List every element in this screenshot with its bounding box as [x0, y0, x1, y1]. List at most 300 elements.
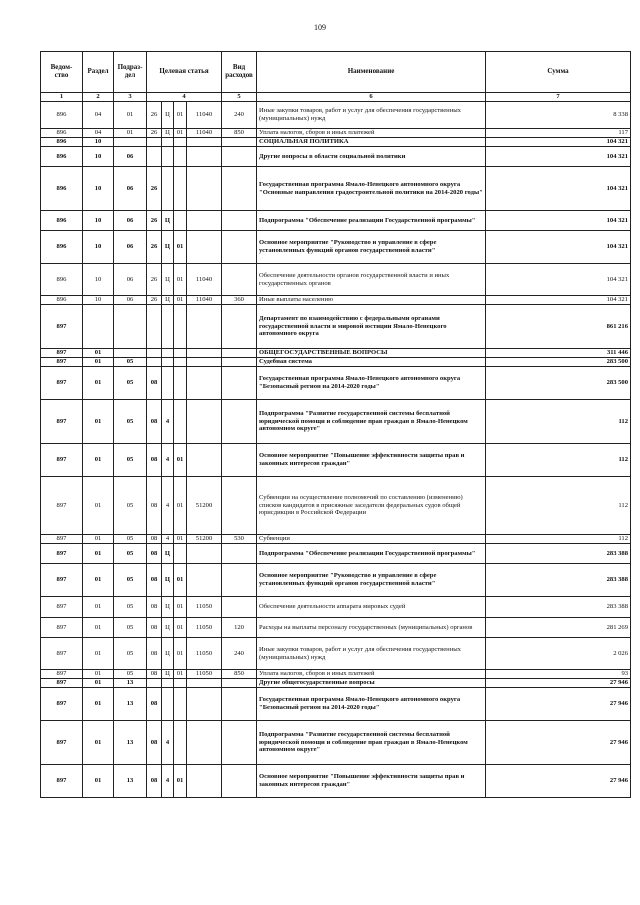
cell-target-direction	[187, 167, 222, 211]
cell-target-direction	[187, 544, 222, 564]
cell-vedomstvo: 897	[41, 564, 83, 597]
cell-expense-type	[222, 400, 257, 444]
cell-razdel: 01	[83, 564, 114, 597]
cell-target-subprogram: 4	[162, 535, 174, 544]
cell-name: Субвенции на осуществление полномочий по составлению (изменению) списков кандидатов в присяжные заседатели федеральных судов общей юрисдикции в Российской Федерации	[257, 477, 486, 535]
table-row	[41, 670, 631, 679]
cell-vedomstvo: 897	[41, 618, 83, 638]
cell-target-subprogram: 4	[162, 721, 174, 765]
cell-target-direction	[187, 688, 222, 721]
cell-vedomstvo: 896	[41, 264, 83, 296]
cell-podrazdel: 05	[114, 670, 147, 679]
cell-target-activity	[174, 211, 187, 231]
cell-target-program: 26	[147, 129, 162, 138]
cell-name: Основное мероприятие "Руководство и управление в сфере установленных функций органов государственной власти"	[257, 564, 486, 597]
cell-target-direction: 11050	[187, 618, 222, 638]
cell-razdel: 04	[83, 129, 114, 138]
cell-target-direction	[187, 147, 222, 167]
cell-target-subprogram: Ц	[162, 597, 174, 618]
cell-amount: 117	[486, 129, 631, 138]
header-summa-label: Сумма	[547, 67, 569, 76]
table-row	[41, 765, 631, 798]
table-row	[41, 167, 631, 211]
cell-target-program: 08	[147, 444, 162, 477]
cell-vedomstvo: 897	[41, 679, 83, 688]
cell-expense-type	[222, 477, 257, 535]
cell-target-activity: 01	[174, 231, 187, 264]
cell-name: Государственная программа Ямало-Ненецкого автономного округа "Основные направления градостроительной политики на 2014-2020 годы"	[257, 167, 486, 211]
cell-vedomstvo: 896	[41, 129, 83, 138]
cell-name: Подпрограмма "Развитие государственной системы бесплатной юридической помощи и соблюдение прав граждан в Ямало-Ненецком автономном округе"	[257, 721, 486, 765]
cell-target-direction: 11040	[187, 264, 222, 296]
cell-razdel: 01	[83, 688, 114, 721]
table-row	[41, 444, 631, 477]
cell-target-program: 08	[147, 477, 162, 535]
cell-amount: 27 946	[486, 765, 631, 798]
cell-target-direction: 11040	[187, 129, 222, 138]
cell-amount: 104 321	[486, 167, 631, 211]
header-vedomstvo-label: Ведом- ство	[50, 63, 73, 79]
cell-target-direction	[187, 231, 222, 264]
cell-target-direction: 11040	[187, 102, 222, 129]
cell-name: Другие общегосударственные вопросы	[257, 679, 486, 688]
cell-target-subprogram: Ц	[162, 618, 174, 638]
cell-podrazdel: 06	[114, 147, 147, 167]
cell-podrazdel: 05	[114, 367, 147, 400]
cell-amount: 283 500	[486, 367, 631, 400]
header-podrazdel-label: Подраз- дел	[117, 63, 143, 79]
cell-vedomstvo: 896	[41, 147, 83, 167]
table-row	[41, 296, 631, 305]
cell-target-program: 26	[147, 264, 162, 296]
cell-target-direction	[187, 765, 222, 798]
cell-target-activity: 01	[174, 102, 187, 129]
cell-expense-type: 240	[222, 102, 257, 129]
cell-expense-type: 120	[222, 618, 257, 638]
cell-podrazdel: 05	[114, 444, 147, 477]
cell-amount: 112	[486, 444, 631, 477]
cell-name: Субвенции	[257, 535, 486, 544]
cell-podrazdel: 06	[114, 296, 147, 305]
cell-target-direction	[187, 444, 222, 477]
cell-target-subprogram: 4	[162, 477, 174, 535]
cell-expense-type: 240	[222, 638, 257, 670]
cell-target-activity: 01	[174, 618, 187, 638]
cell-target-subprogram	[162, 349, 174, 358]
cell-target-program: 08	[147, 564, 162, 597]
cell-target-direction	[187, 349, 222, 358]
cell-target-subprogram: 4	[162, 400, 174, 444]
cell-target-program: 08	[147, 765, 162, 798]
cell-target-activity: 01	[174, 129, 187, 138]
cell-target-subprogram	[162, 367, 174, 400]
cell-expense-type	[222, 544, 257, 564]
cell-amount: 104 321	[486, 231, 631, 264]
column-number: 2	[83, 93, 114, 102]
cell-name: Иные закупки товаров, работ и услуг для обеспечения государственных (муниципальных) нужд	[257, 102, 486, 129]
cell-target-activity	[174, 688, 187, 721]
header-naim-label: Наименование	[347, 67, 395, 76]
cell-target-subprogram	[162, 679, 174, 688]
cell-vedomstvo: 897	[41, 688, 83, 721]
table-row	[41, 231, 631, 264]
cell-target-program	[147, 358, 162, 367]
cell-podrazdel: 13	[114, 679, 147, 688]
cell-podrazdel: 06	[114, 211, 147, 231]
cell-vedomstvo: 897	[41, 400, 83, 444]
table-row	[41, 211, 631, 231]
cell-target-activity: 01	[174, 765, 187, 798]
cell-podrazdel: 05	[114, 597, 147, 618]
cell-target-activity: 01	[174, 638, 187, 670]
cell-target-activity: 01	[174, 535, 187, 544]
cell-razdel: 10	[83, 138, 114, 147]
cell-target-activity	[174, 167, 187, 211]
cell-target-program: 08	[147, 721, 162, 765]
cell-razdel: 01	[83, 765, 114, 798]
cell-vedomstvo: 896	[41, 231, 83, 264]
cell-amount: 104 321	[486, 264, 631, 296]
cell-target-program: 08	[147, 597, 162, 618]
cell-podrazdel	[114, 305, 147, 349]
header-celevaya-label: Целевая статья	[159, 67, 209, 76]
cell-razdel: 01	[83, 477, 114, 535]
cell-vedomstvo: 897	[41, 638, 83, 670]
cell-target-direction	[187, 679, 222, 688]
cell-vedomstvo: 897	[41, 305, 83, 349]
cell-amount: 104 321	[486, 138, 631, 147]
cell-target-direction	[187, 138, 222, 147]
cell-target-subprogram: Ц	[162, 296, 174, 305]
cell-target-direction	[187, 305, 222, 349]
cell-amount: 93	[486, 670, 631, 679]
header-vid-label: Вид расходов	[225, 63, 253, 79]
cell-amount: 104 321	[486, 147, 631, 167]
cell-vedomstvo: 896	[41, 211, 83, 231]
cell-podrazdel: 05	[114, 358, 147, 367]
cell-target-direction: 11050	[187, 670, 222, 679]
cell-podrazdel: 05	[114, 564, 147, 597]
cell-target-subprogram: Ц	[162, 231, 174, 264]
cell-razdel: 10	[83, 167, 114, 211]
cell-target-activity	[174, 305, 187, 349]
header-vedomstvo	[41, 52, 83, 93]
cell-target-subprogram: Ц	[162, 544, 174, 564]
cell-target-program: 26	[147, 167, 162, 211]
cell-target-program: 08	[147, 367, 162, 400]
cell-vedomstvo: 897	[41, 721, 83, 765]
cell-vedomstvo: 897	[41, 544, 83, 564]
cell-target-activity: 01	[174, 597, 187, 618]
cell-amount: 112	[486, 477, 631, 535]
cell-amount: 283 500	[486, 358, 631, 367]
cell-target-program: 08	[147, 400, 162, 444]
table-row	[41, 147, 631, 167]
table-row	[41, 129, 631, 138]
cell-podrazdel: 01	[114, 129, 147, 138]
cell-target-activity: 01	[174, 444, 187, 477]
cell-expense-type	[222, 167, 257, 211]
cell-vedomstvo: 897	[41, 349, 83, 358]
cell-name: Расходы на выплаты персоналу государственных (муниципальных) органов	[257, 618, 486, 638]
cell-target-subprogram: 4	[162, 765, 174, 798]
table-row	[41, 618, 631, 638]
table-row	[41, 721, 631, 765]
cell-target-subprogram: Ц	[162, 129, 174, 138]
cell-expense-type	[222, 147, 257, 167]
cell-podrazdel: 05	[114, 544, 147, 564]
table-row	[41, 349, 631, 358]
cell-amount: 112	[486, 400, 631, 444]
cell-name: Обеспечение деятельности аппарата мировых судей	[257, 597, 486, 618]
cell-amount: 27 946	[486, 721, 631, 765]
table-row	[41, 597, 631, 618]
cell-vedomstvo: 897	[41, 670, 83, 679]
cell-vedomstvo: 897	[41, 477, 83, 535]
cell-target-activity	[174, 147, 187, 167]
cell-target-direction	[187, 211, 222, 231]
cell-name: Департамент по взаимодействию с федеральными органами государственной власти и мировой юстиции Ямало-Ненецкого автономного округа	[257, 305, 486, 349]
cell-name: Подпрограмма "Обеспечение реализации Государственной программы"	[257, 544, 486, 564]
cell-vedomstvo: 897	[41, 765, 83, 798]
cell-name: Основное мероприятие "Руководство и управление в сфере установленных функций органов государственной власти"	[257, 231, 486, 264]
cell-target-activity	[174, 400, 187, 444]
cell-amount: 861 216	[486, 305, 631, 349]
table-body	[41, 102, 631, 798]
cell-target-subprogram	[162, 147, 174, 167]
cell-name: Основное мероприятие "Повышение эффективности защиты прав и законных интересов граждан"	[257, 765, 486, 798]
cell-target-activity	[174, 544, 187, 564]
table-row	[41, 679, 631, 688]
cell-target-subprogram	[162, 305, 174, 349]
cell-expense-type: 530	[222, 535, 257, 544]
cell-amount: 281 269	[486, 618, 631, 638]
header-vid	[222, 52, 257, 93]
cell-expense-type	[222, 721, 257, 765]
cell-target-direction	[187, 721, 222, 765]
cell-amount: 283 388	[486, 544, 631, 564]
column-number: 1	[41, 93, 83, 102]
cell-razdel: 01	[83, 367, 114, 400]
cell-vedomstvo: 896	[41, 296, 83, 305]
cell-expense-type	[222, 765, 257, 798]
cell-razdel: 10	[83, 296, 114, 305]
cell-target-activity	[174, 349, 187, 358]
cell-target-direction	[187, 358, 222, 367]
cell-razdel: 01	[83, 349, 114, 358]
table-row	[41, 564, 631, 597]
cell-podrazdel: 05	[114, 477, 147, 535]
cell-amount: 27 946	[486, 679, 631, 688]
table-row	[41, 535, 631, 544]
header-podrazdel	[114, 52, 147, 93]
cell-name: СОЦИАЛЬНАЯ ПОЛИТИКА	[257, 138, 486, 147]
page-number: 109	[314, 23, 326, 32]
cell-target-activity	[174, 358, 187, 367]
cell-podrazdel: 13	[114, 765, 147, 798]
cell-target-subprogram: Ц	[162, 638, 174, 670]
cell-target-direction	[187, 400, 222, 444]
cell-razdel: 10	[83, 211, 114, 231]
cell-podrazdel: 06	[114, 231, 147, 264]
cell-target-direction: 11050	[187, 597, 222, 618]
cell-expense-type	[222, 305, 257, 349]
cell-name: Подпрограмма "Развитие государственной системы бесплатной юридической помощи и соблюдение прав граждан в Ямало-Ненецком автономном округе"	[257, 400, 486, 444]
cell-target-program: 08	[147, 688, 162, 721]
cell-razdel: 04	[83, 102, 114, 129]
cell-name: Обеспечение деятельности органов государственной власти и иных государственных органов	[257, 264, 486, 296]
cell-podrazdel: 13	[114, 688, 147, 721]
cell-name: Другие вопросы в области социальной политики	[257, 147, 486, 167]
cell-vedomstvo: 896	[41, 167, 83, 211]
cell-amount: 112	[486, 535, 631, 544]
cell-razdel: 01	[83, 400, 114, 444]
cell-target-activity	[174, 367, 187, 400]
cell-target-program	[147, 305, 162, 349]
cell-name: Иные выплаты населению	[257, 296, 486, 305]
cell-amount: 283 388	[486, 564, 631, 597]
cell-expense-type	[222, 688, 257, 721]
cell-razdel: 01	[83, 444, 114, 477]
cell-target-direction	[187, 367, 222, 400]
cell-razdel: 01	[83, 358, 114, 367]
cell-expense-type	[222, 679, 257, 688]
header-celevaya	[147, 52, 222, 93]
column-number: 4	[147, 93, 222, 102]
cell-podrazdel: 05	[114, 400, 147, 444]
cell-razdel	[83, 305, 114, 349]
cell-podrazdel: 05	[114, 618, 147, 638]
cell-expense-type	[222, 367, 257, 400]
cell-name: Государственная программа Ямало-Ненецкого автономного округа "Безопасный регион на 2014-2020 годы"	[257, 367, 486, 400]
table-row	[41, 544, 631, 564]
cell-razdel: 01	[83, 544, 114, 564]
cell-target-direction	[187, 564, 222, 597]
cell-target-activity: 01	[174, 296, 187, 305]
cell-podrazdel	[114, 138, 147, 147]
cell-target-activity: 01	[174, 564, 187, 597]
cell-podrazdel: 06	[114, 167, 147, 211]
cell-razdel: 01	[83, 638, 114, 670]
cell-vedomstvo: 897	[41, 358, 83, 367]
cell-target-activity	[174, 138, 187, 147]
cell-target-direction: 11040	[187, 296, 222, 305]
cell-amount: 2 026	[486, 638, 631, 670]
cell-name: Судебная система	[257, 358, 486, 367]
cell-target-subprogram: Ц	[162, 211, 174, 231]
table-row	[41, 400, 631, 444]
cell-target-program: 26	[147, 231, 162, 264]
cell-vedomstvo: 897	[41, 367, 83, 400]
header-naim	[257, 52, 486, 93]
column-number-row	[41, 93, 631, 102]
cell-razdel: 01	[83, 679, 114, 688]
cell-vedomstvo: 896	[41, 138, 83, 147]
cell-name: Государственная программа Ямало-Ненецкого автономного округа "Безопасный регион на 2014-2020 годы"	[257, 688, 486, 721]
cell-target-program: 26	[147, 296, 162, 305]
cell-vedomstvo: 897	[41, 444, 83, 477]
cell-target-program: 08	[147, 544, 162, 564]
cell-razdel: 01	[83, 535, 114, 544]
cell-name: Подпрограмма "Обеспечение реализации Государственной программы"	[257, 211, 486, 231]
cell-target-program: 08	[147, 535, 162, 544]
cell-expense-type	[222, 231, 257, 264]
cell-amount: 283 388	[486, 597, 631, 618]
cell-target-program: 08	[147, 670, 162, 679]
cell-razdel: 01	[83, 670, 114, 679]
budget-table	[40, 51, 631, 798]
cell-target-direction: 51200	[187, 477, 222, 535]
table-row	[41, 102, 631, 129]
cell-target-program	[147, 349, 162, 358]
cell-target-activity	[174, 679, 187, 688]
cell-name: Иные закупки товаров, работ и услуг для обеспечения государственных (муниципальных) нужд	[257, 638, 486, 670]
cell-target-subprogram: Ц	[162, 102, 174, 129]
cell-target-subprogram	[162, 167, 174, 211]
table-row	[41, 138, 631, 147]
cell-vedomstvo: 896	[41, 102, 83, 129]
cell-razdel: 01	[83, 618, 114, 638]
cell-target-direction: 11050	[187, 638, 222, 670]
cell-vedomstvo: 897	[41, 535, 83, 544]
header-row	[41, 52, 631, 93]
cell-amount: 27 946	[486, 688, 631, 721]
column-number: 5	[222, 93, 257, 102]
cell-target-program: 08	[147, 618, 162, 638]
table-row	[41, 477, 631, 535]
cell-vedomstvo: 897	[41, 597, 83, 618]
cell-target-activity: 01	[174, 477, 187, 535]
cell-target-subprogram: Ц	[162, 564, 174, 597]
cell-target-subprogram	[162, 358, 174, 367]
cell-target-program: 08	[147, 638, 162, 670]
table-row	[41, 264, 631, 296]
cell-podrazdel: 05	[114, 638, 147, 670]
table-row	[41, 688, 631, 721]
header-razdel-label: Раздел	[87, 67, 109, 76]
cell-target-activity: 01	[174, 670, 187, 679]
cell-target-program	[147, 147, 162, 167]
cell-expense-type	[222, 597, 257, 618]
cell-amount: 311 446	[486, 349, 631, 358]
cell-target-direction: 51200	[187, 535, 222, 544]
cell-expense-type	[222, 138, 257, 147]
column-number: 6	[257, 93, 486, 102]
cell-podrazdel: 06	[114, 264, 147, 296]
cell-target-subprogram: 4	[162, 444, 174, 477]
cell-amount: 8 338	[486, 102, 631, 129]
cell-razdel: 01	[83, 721, 114, 765]
column-number: 7	[486, 93, 631, 102]
cell-name: Основное мероприятие "Повышение эффективности защиты прав и законных интересов граждан"	[257, 444, 486, 477]
cell-expense-type: 850	[222, 670, 257, 679]
cell-name: ОБЩЕГОСУДАРСТВЕННЫЕ ВОПРОСЫ	[257, 349, 486, 358]
cell-razdel: 10	[83, 147, 114, 167]
table-row	[41, 305, 631, 349]
cell-expense-type	[222, 444, 257, 477]
cell-name: Уплата налогов, сборов и иных платежей	[257, 129, 486, 138]
cell-podrazdel: 05	[114, 535, 147, 544]
cell-target-program	[147, 138, 162, 147]
cell-razdel: 10	[83, 264, 114, 296]
cell-amount: 104 321	[486, 296, 631, 305]
cell-target-activity	[174, 721, 187, 765]
cell-target-subprogram: Ц	[162, 670, 174, 679]
cell-target-subprogram: Ц	[162, 264, 174, 296]
table-row	[41, 358, 631, 367]
cell-podrazdel: 13	[114, 721, 147, 765]
cell-target-activity: 01	[174, 264, 187, 296]
